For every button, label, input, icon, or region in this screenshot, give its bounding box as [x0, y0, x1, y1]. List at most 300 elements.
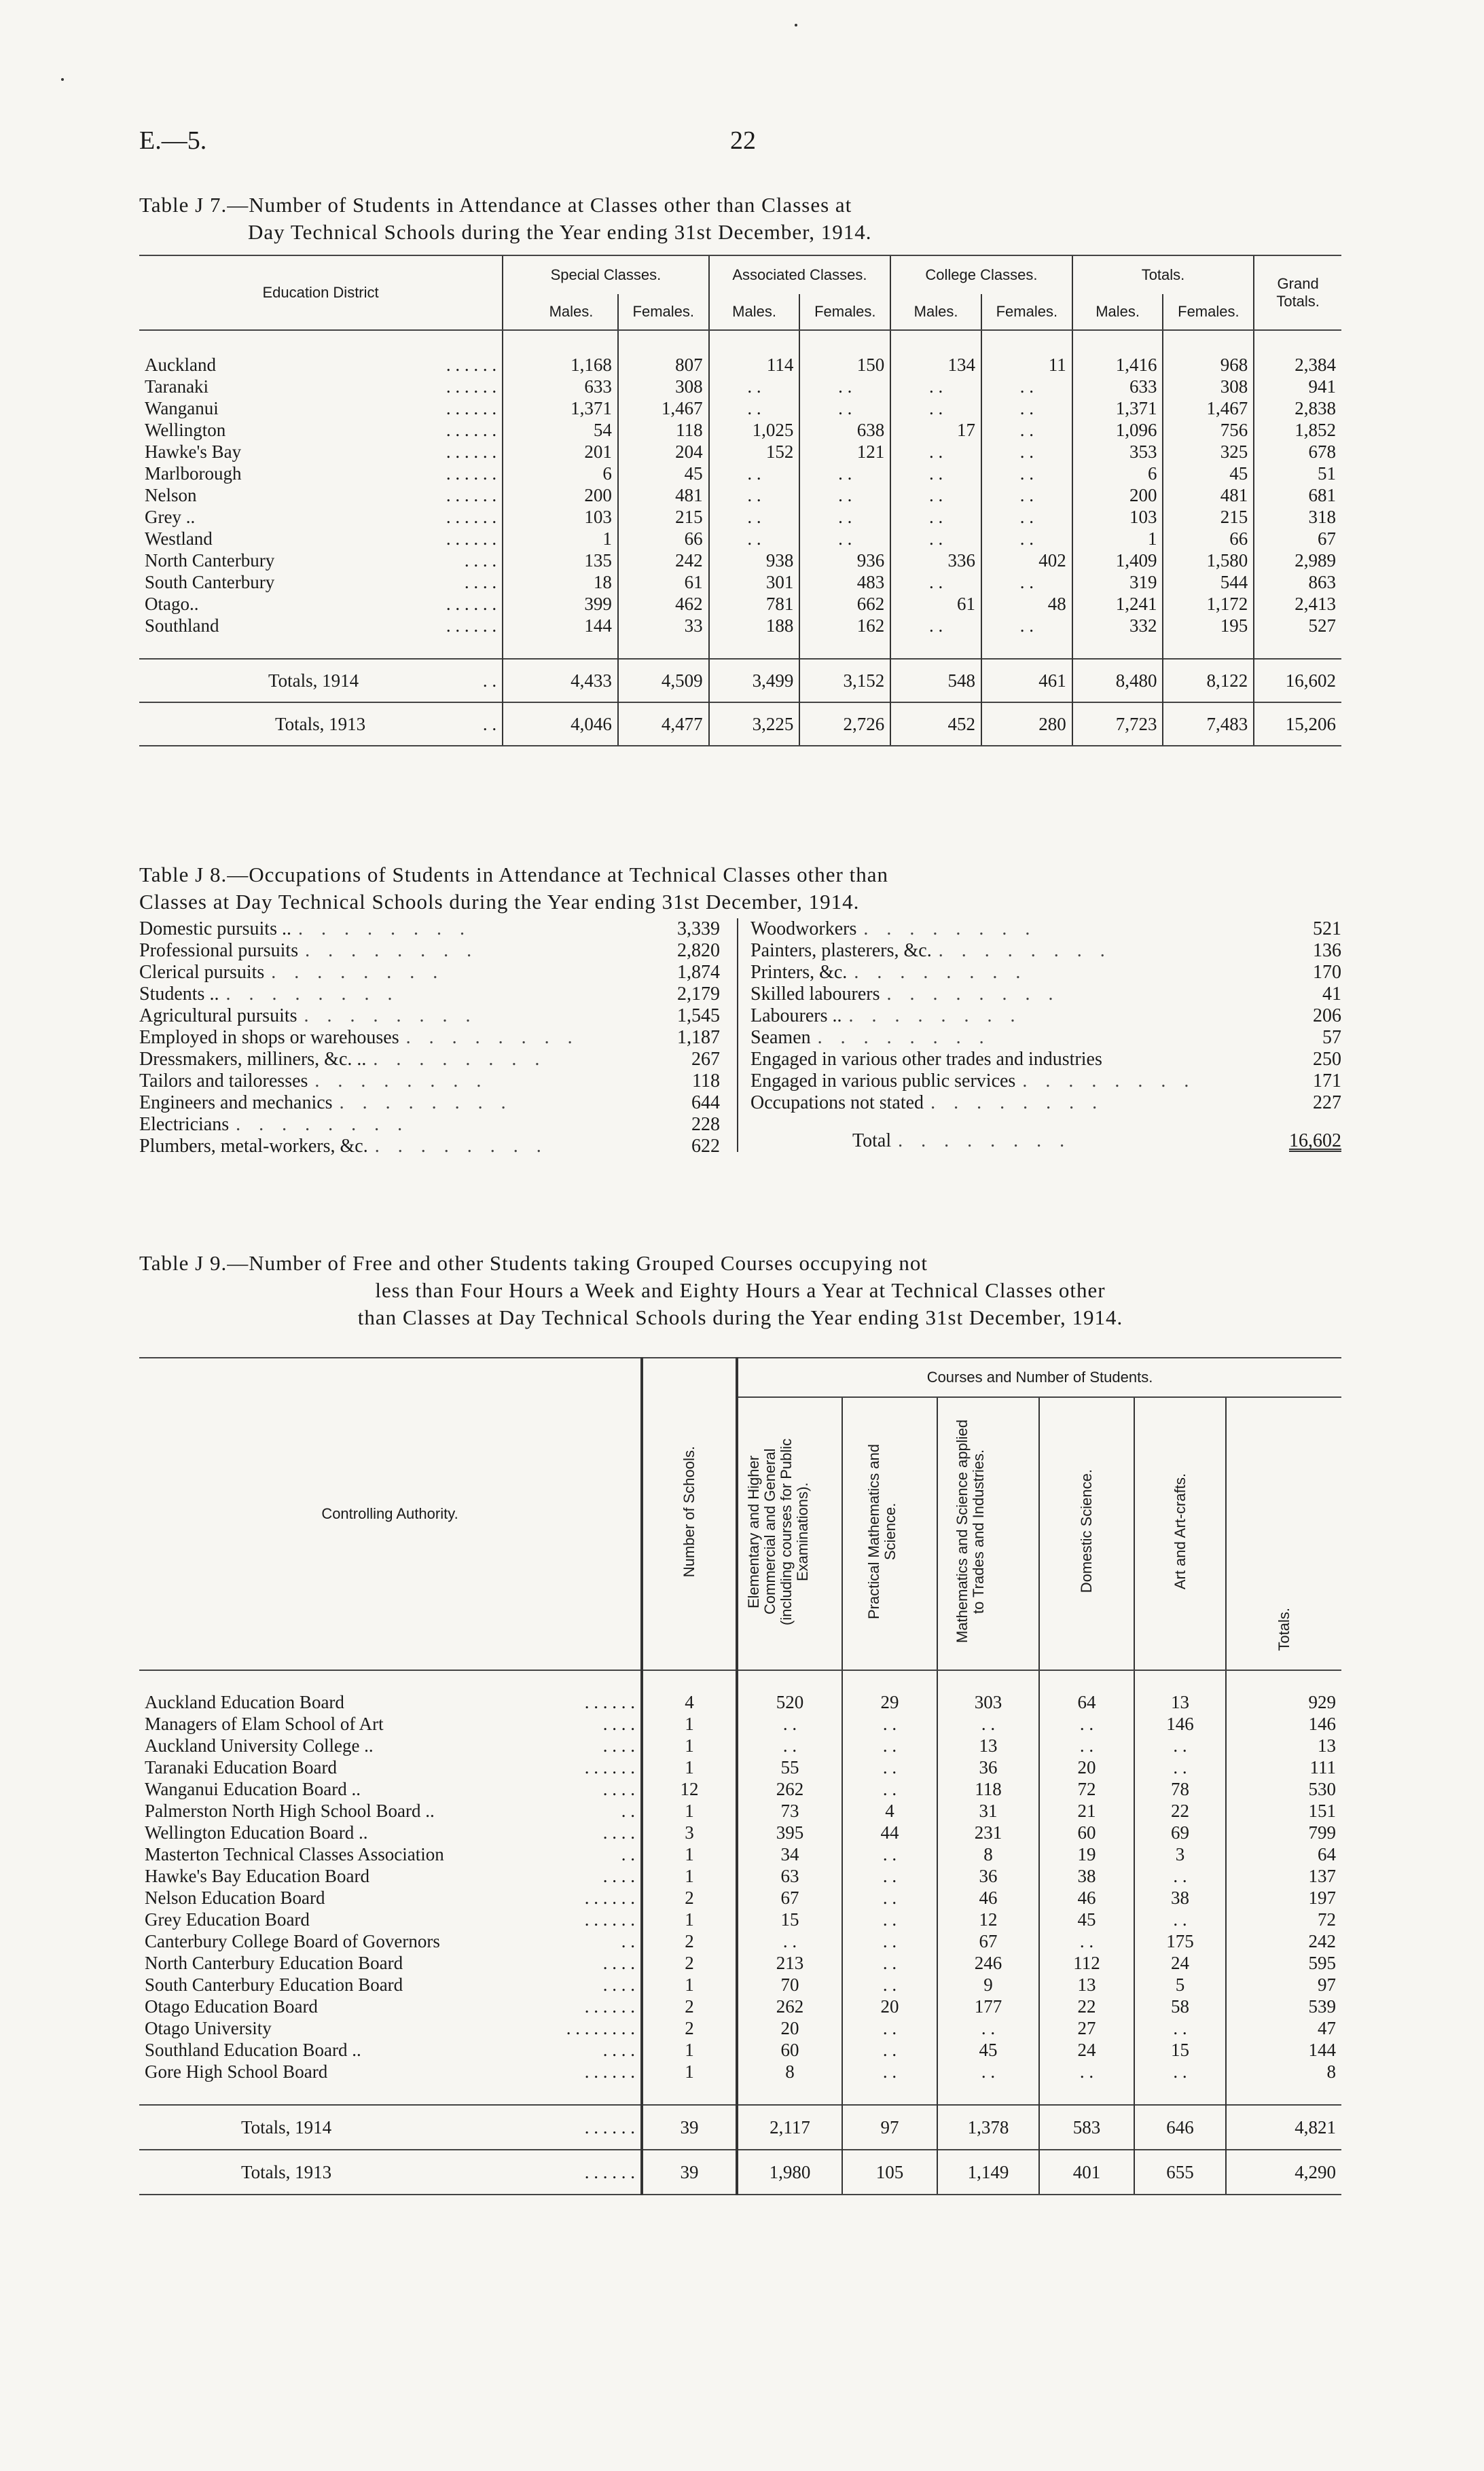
- cell: 303: [937, 1670, 1039, 1713]
- table-row: [139, 1670, 1341, 1713]
- cell: . .: [937, 2017, 1039, 2039]
- cell: 33: [618, 615, 709, 636]
- authority-name: Gore High School Board . . . . . .: [145, 2061, 635, 2082]
- totals-row-1914: [139, 2105, 1341, 2150]
- authority-name: Otago Education Board . . . . . .: [145, 1996, 635, 2017]
- cell: 595: [1226, 1952, 1341, 1974]
- cell: . .: [1134, 2017, 1226, 2039]
- list-item: Engaged in various public services . . . . . . . . 171: [750, 1070, 1341, 1092]
- authority-name: Canterbury College Board of Governors . .: [145, 1931, 635, 1951]
- cell: 20: [842, 1996, 937, 2017]
- cell: . .: [937, 1713, 1039, 1735]
- cell: . .: [981, 397, 1072, 419]
- cell: 2: [642, 2017, 737, 2039]
- table-row: [139, 330, 1341, 376]
- j7-head-males: Males.: [1072, 294, 1163, 330]
- cell: 2: [642, 1887, 737, 1909]
- cell: 1: [642, 1843, 737, 1865]
- table-row: [139, 376, 1341, 397]
- cell: 1,580: [1163, 549, 1254, 571]
- cell: 1,096: [1072, 419, 1163, 441]
- cell: . .: [890, 528, 981, 549]
- cell: 8: [1226, 2061, 1341, 2082]
- cell: . .: [799, 528, 890, 549]
- cell: 15: [1134, 2039, 1226, 2061]
- table-row: [139, 397, 1341, 419]
- cell: . .: [890, 484, 981, 506]
- cell: 799: [1226, 1822, 1341, 1843]
- j7-table: [139, 255, 1341, 746]
- cell: 242: [618, 549, 709, 571]
- cell: . .: [709, 376, 800, 397]
- cell: 1: [642, 1800, 737, 1822]
- cell: . .: [1039, 1735, 1134, 1756]
- cell: 395: [737, 1822, 842, 1843]
- table-row: [139, 1887, 1341, 1909]
- cell: . .: [842, 1974, 937, 1996]
- cell: 38: [1039, 1865, 1134, 1887]
- cell: 146: [1226, 1713, 1341, 1735]
- table-row: [139, 2039, 1341, 2061]
- cell: 44: [842, 1822, 937, 1843]
- cell: 968: [1163, 330, 1254, 376]
- authority-name: Palmerston North High School Board .. . .: [145, 1801, 635, 1821]
- list-item: Domestic pursuits .. . . . . . . . . 3,339: [139, 918, 720, 939]
- cell: 262: [737, 1996, 842, 2017]
- cell: 1,149: [937, 2150, 1039, 2195]
- cell: . .: [709, 397, 800, 419]
- table-row: [139, 593, 1341, 615]
- cell: 4: [842, 1800, 937, 1822]
- cell: 1: [642, 2039, 737, 2061]
- cell: 47: [1226, 2017, 1341, 2039]
- cell: 11: [981, 330, 1072, 376]
- cell: . .: [981, 419, 1072, 441]
- cell: 481: [618, 484, 709, 506]
- j8-total-value: 16,602: [1289, 1130, 1341, 1151]
- cell: 401: [1039, 2150, 1134, 2195]
- cell: 58: [1134, 1996, 1226, 2017]
- cell: 4,433: [503, 659, 618, 702]
- j9-caption-line2: less than Four Hours a Week and Eighty Hours a Year at Technical Classes other: [375, 1278, 1106, 1302]
- cell: . .: [842, 1756, 937, 1778]
- cell: 51: [1254, 463, 1341, 484]
- cell: 336: [890, 549, 981, 571]
- j7-head-females: Females.: [981, 294, 1072, 330]
- table-row: [139, 419, 1341, 441]
- cell: 520: [737, 1670, 842, 1713]
- cell: 1: [642, 1974, 737, 1996]
- cell: 1: [642, 1909, 737, 1930]
- cell: 60: [1039, 1822, 1134, 1843]
- cell: . .: [890, 376, 981, 397]
- j8-caption-line1: Table J 8.—Occupations of Students in Attendance at Technical Classes other than: [139, 863, 888, 886]
- j8-left-column: [139, 918, 720, 1157]
- j9-head-courses: Courses and Number of Students.: [737, 1358, 1341, 1397]
- cell: . .: [890, 571, 981, 593]
- cell: . .: [842, 1865, 937, 1887]
- j7-head-males: Males.: [890, 294, 981, 330]
- list-item: Plumbers, metal-workers, &c. . . . . . . . . 622: [139, 1136, 720, 1157]
- cell: 12: [642, 1778, 737, 1800]
- j9-head-schools: Number of Schools.: [642, 1358, 737, 1670]
- cell: 17: [890, 419, 981, 441]
- district-name: Grey .. . . . . . .: [145, 507, 497, 527]
- cell: 39: [642, 2150, 737, 2195]
- table-row: [139, 615, 1341, 636]
- table-row: [139, 571, 1341, 593]
- cell: 483: [799, 571, 890, 593]
- cell: 678: [1254, 441, 1341, 463]
- cell: 118: [937, 1778, 1039, 1800]
- cell: 638: [799, 419, 890, 441]
- cell: 22: [1134, 1800, 1226, 1822]
- cell: 1,025: [709, 419, 800, 441]
- j9-head-domestic: Domestic Science.: [1039, 1397, 1134, 1670]
- district-name: Westland . . . . . .: [145, 528, 497, 549]
- cell: 197: [1226, 1887, 1341, 1909]
- table-row: [139, 549, 1341, 571]
- cell: 146: [1134, 1713, 1226, 1735]
- cell: 399: [503, 593, 618, 615]
- cell: 67: [1254, 528, 1341, 549]
- j9-table: [139, 1357, 1341, 2195]
- cell: 54: [503, 419, 618, 441]
- j7-head-females: Females.: [618, 294, 709, 330]
- list-item: Woodworkers . . . . . . . . 521: [750, 918, 1341, 939]
- district-name: Wellington . . . . . .: [145, 420, 497, 440]
- cell: . .: [981, 463, 1072, 484]
- cell: 452: [890, 702, 981, 746]
- cell: 231: [937, 1822, 1039, 1843]
- table-row: [139, 463, 1341, 484]
- cell: . .: [981, 441, 1072, 463]
- table-row: [139, 1778, 1341, 1800]
- cell: 262: [737, 1778, 842, 1800]
- cell: 936: [799, 549, 890, 571]
- cell: . .: [981, 376, 1072, 397]
- table-row: [139, 1735, 1341, 1756]
- cell: . .: [981, 571, 1072, 593]
- j9-caption: [139, 1250, 1341, 1331]
- table-row: [139, 1865, 1341, 1887]
- list-item: Employed in shops or warehouses . . . . . . . . 1,187: [139, 1027, 720, 1048]
- cell: 22: [1039, 1996, 1134, 2017]
- cell: 301: [709, 571, 800, 593]
- j7-head-females: Females.: [1163, 294, 1254, 330]
- list-item: Dressmakers, milliners, &c. .. . . . . . . . . 267: [139, 1049, 720, 1070]
- authority-name: Auckland Education Board . . . . . .: [145, 1692, 635, 1712]
- cell: 64: [1039, 1670, 1134, 1713]
- j8-total-label: Total: [852, 1130, 892, 1151]
- cell: . .: [842, 1952, 937, 1974]
- cell: 1,467: [1163, 397, 1254, 419]
- cell: 548: [890, 659, 981, 702]
- cell: 544: [1163, 571, 1254, 593]
- j7-table-wrapper: [139, 255, 1341, 746]
- table-row: [139, 1909, 1341, 1930]
- cell: 39: [642, 2105, 737, 2150]
- list-item: Labourers .. . . . . . . . . 206: [750, 1005, 1341, 1026]
- authority-name: Nelson Education Board . . . . . .: [145, 1888, 635, 1908]
- cell: . .: [981, 615, 1072, 636]
- cell: 12: [937, 1909, 1039, 1930]
- list-item: Occupations not stated . . . . . . . . 227: [750, 1092, 1341, 1113]
- cell: 103: [503, 506, 618, 528]
- cell: . .: [842, 1930, 937, 1952]
- authority-name: Grey Education Board . . . . . .: [145, 1909, 635, 1930]
- j8-right-column: [737, 918, 1341, 1152]
- cell: 8,122: [1163, 659, 1254, 702]
- cell: 863: [1254, 571, 1341, 593]
- cell: 111: [1226, 1756, 1341, 1778]
- cell: 2: [642, 1996, 737, 2017]
- cell: 72: [1226, 1909, 1341, 1930]
- cell: . .: [1134, 1735, 1226, 1756]
- table-row: [139, 528, 1341, 549]
- cell: 633: [503, 376, 618, 397]
- list-item: Skilled labourers . . . . . . . . 41: [750, 984, 1341, 1005]
- cell: 2,989: [1254, 549, 1341, 571]
- cell: 45: [937, 2039, 1039, 2061]
- cell: . .: [1039, 1930, 1134, 1952]
- list-item: Engineers and mechanics . . . . . . . . 644: [139, 1092, 720, 1113]
- cell: 4,477: [618, 702, 709, 746]
- cell: . .: [799, 397, 890, 419]
- cell: 60: [737, 2039, 842, 2061]
- cell: 48: [981, 593, 1072, 615]
- cell: 2: [642, 1930, 737, 1952]
- j9-head-practical: Practical Mathematics and Science.: [842, 1397, 937, 1670]
- j9-head-totals: Totals.: [1226, 1397, 1341, 1670]
- cell: 325: [1163, 441, 1254, 463]
- cell: . .: [799, 463, 890, 484]
- cell: . .: [709, 506, 800, 528]
- cell: 215: [618, 506, 709, 528]
- authority-name: Hawke's Bay Education Board . . . .: [145, 1866, 635, 1886]
- list-item: Tailors and tailoresses . . . . . . . . 118: [139, 1070, 720, 1092]
- j9-head-elementary: Elementary and Higher Commercial and General (including courses for Public Examinations).: [737, 1397, 842, 1670]
- j8-caption: [139, 861, 1341, 916]
- cell: 36: [937, 1756, 1039, 1778]
- cell: 150: [799, 330, 890, 376]
- j7-head-grand: Grand Totals.: [1254, 255, 1341, 330]
- cell: 462: [618, 593, 709, 615]
- cell: 46: [1039, 1887, 1134, 1909]
- cell: 55: [737, 1756, 842, 1778]
- cell: 45: [618, 463, 709, 484]
- cell: 213: [737, 1952, 842, 1974]
- cell: . .: [937, 2061, 1039, 2082]
- cell: 175: [1134, 1930, 1226, 1952]
- cell: 7,723: [1072, 702, 1163, 746]
- cell: . .: [981, 506, 1072, 528]
- cell: . .: [1039, 1713, 1134, 1735]
- cell: . .: [842, 2039, 937, 2061]
- table-row: [139, 441, 1341, 463]
- cell: 4,046: [503, 702, 618, 746]
- district-name: Auckland . . . . . .: [145, 355, 497, 375]
- cell: 13: [1226, 1735, 1341, 1756]
- table-row: [139, 1930, 1341, 1952]
- table-row: [139, 2017, 1341, 2039]
- cell: 308: [1163, 376, 1254, 397]
- cell: . .: [709, 528, 800, 549]
- cell: 38: [1134, 1887, 1226, 1909]
- cell: 461: [981, 659, 1072, 702]
- cell: 61: [618, 571, 709, 593]
- cell: 1: [642, 1756, 737, 1778]
- cell: 97: [842, 2105, 937, 2150]
- cell: 13: [1134, 1670, 1226, 1713]
- cell: 45: [1039, 1909, 1134, 1930]
- cell: . .: [1134, 1865, 1226, 1887]
- j8-caption-line2: Classes at Day Technical Schools during the Year ending 31st December, 1914.: [139, 890, 860, 914]
- authority-name: South Canterbury Education Board . . . .: [145, 1974, 635, 1995]
- cell: . .: [890, 506, 981, 528]
- cell: 200: [503, 484, 618, 506]
- cell: 527: [1254, 615, 1341, 636]
- cell: 481: [1163, 484, 1254, 506]
- cell: 21: [1039, 1800, 1134, 1822]
- cell: 103: [1072, 506, 1163, 528]
- cell: 539: [1226, 1996, 1341, 2017]
- cell: 246: [937, 1952, 1039, 1974]
- cell: 655: [1134, 2150, 1226, 2195]
- cell: 4,290: [1226, 2150, 1341, 2195]
- cell: . .: [842, 1887, 937, 1909]
- report-code: E.—5.: [139, 126, 207, 155]
- cell: 1,371: [503, 397, 618, 419]
- cell: . .: [799, 506, 890, 528]
- cell: . .: [842, 1778, 937, 1800]
- district-name: South Canterbury . . . .: [145, 572, 497, 592]
- cell: 67: [737, 1887, 842, 1909]
- district-name: Marlborough . . . . . .: [145, 463, 497, 484]
- cell: 200: [1072, 484, 1163, 506]
- cell: 16,602: [1254, 659, 1341, 702]
- cell: 70: [737, 1974, 842, 1996]
- cell: 1,168: [503, 330, 618, 376]
- cell: 646: [1134, 2105, 1226, 2150]
- cell: 20: [1039, 1756, 1134, 1778]
- cell: 1: [503, 528, 618, 549]
- cell: 24: [1134, 1952, 1226, 1974]
- district-name: North Canterbury . . . .: [145, 550, 497, 571]
- cell: . .: [737, 1713, 842, 1735]
- cell: 318: [1254, 506, 1341, 528]
- cell: . .: [799, 376, 890, 397]
- table-row: [139, 1822, 1341, 1843]
- cell: 13: [1039, 1974, 1134, 1996]
- cell: 929: [1226, 1670, 1341, 1713]
- cell: 4,821: [1226, 2105, 1341, 2150]
- cell: 242: [1226, 1930, 1341, 1952]
- cell: 1,378: [937, 2105, 1039, 2150]
- cell: 3,499: [709, 659, 800, 702]
- list-item: Printers, &c. . . . . . . . . 170: [750, 962, 1341, 983]
- cell: 1: [642, 2061, 737, 2082]
- cell: 45: [1163, 463, 1254, 484]
- cell: . .: [842, 1843, 937, 1865]
- cell: 72: [1039, 1778, 1134, 1800]
- cell: 2: [642, 1952, 737, 1974]
- cell: . .: [890, 441, 981, 463]
- cell: 69: [1134, 1822, 1226, 1843]
- cell: 681: [1254, 484, 1341, 506]
- cell: 201: [503, 441, 618, 463]
- cell: 134: [890, 330, 981, 376]
- cell: . .: [1134, 2061, 1226, 2082]
- cell: 137: [1226, 1865, 1341, 1887]
- cell: 177: [937, 1996, 1039, 2017]
- cell: 2,117: [737, 2105, 842, 2150]
- j7-head-district: Education District: [139, 255, 503, 330]
- cell: 1,241: [1072, 593, 1163, 615]
- cell: 64: [1226, 1843, 1341, 1865]
- j7-head-totals: Totals.: [1072, 255, 1254, 294]
- cell: 118: [618, 419, 709, 441]
- list-item: Students .. . . . . . . . . 2,179: [139, 984, 720, 1005]
- cell: 1,980: [737, 2150, 842, 2195]
- cell: 188: [709, 615, 800, 636]
- cell: 195: [1163, 615, 1254, 636]
- cell: . .: [737, 1930, 842, 1952]
- cell: 9: [937, 1974, 1039, 1996]
- cell: . .: [1134, 1909, 1226, 1930]
- cell: . .: [737, 1735, 842, 1756]
- cell: 938: [709, 549, 800, 571]
- page-number: 22: [730, 126, 756, 155]
- j9-head-mathematics: Mathematics and Science applied to Trades and Industries.: [937, 1397, 1039, 1670]
- cell: 1,852: [1254, 419, 1341, 441]
- cell: . .: [709, 463, 800, 484]
- cell: 308: [618, 376, 709, 397]
- cell: . .: [842, 1909, 937, 1930]
- cell: 2,838: [1254, 397, 1341, 419]
- cell: 13: [937, 1735, 1039, 1756]
- totals-label: Totals, 1914 . . . . . .: [139, 2105, 642, 2150]
- cell: 31: [937, 1800, 1039, 1822]
- cell: 112: [1039, 1952, 1134, 1974]
- cell: 3: [1134, 1843, 1226, 1865]
- cell: 6: [1072, 463, 1163, 484]
- cell: 781: [709, 593, 800, 615]
- cell: 319: [1072, 571, 1163, 593]
- totals-row-1913: [139, 2150, 1341, 2195]
- cell: 756: [1163, 419, 1254, 441]
- table-row: [139, 1996, 1341, 2017]
- j7-caption-line2: Day Technical Schools during the Year ending 31st December, 1914.: [248, 220, 872, 244]
- authority-name: North Canterbury Education Board . . . .: [145, 1953, 635, 1973]
- cell: 24: [1039, 2039, 1134, 2061]
- cell: 662: [799, 593, 890, 615]
- page-header: [139, 126, 1341, 166]
- cell: 78: [1134, 1778, 1226, 1800]
- cell: 1,467: [618, 397, 709, 419]
- cell: 19: [1039, 1843, 1134, 1865]
- print-speck: [795, 24, 797, 26]
- list-item: Seamen . . . . . . . . 57: [750, 1027, 1341, 1048]
- cell: 8: [937, 1843, 1039, 1865]
- table-row: [139, 484, 1341, 506]
- cell: 633: [1072, 376, 1163, 397]
- cell: 1,371: [1072, 397, 1163, 419]
- cell: . .: [799, 484, 890, 506]
- cell: 15,206: [1254, 702, 1341, 746]
- cell: 67: [937, 1930, 1039, 1952]
- cell: 144: [503, 615, 618, 636]
